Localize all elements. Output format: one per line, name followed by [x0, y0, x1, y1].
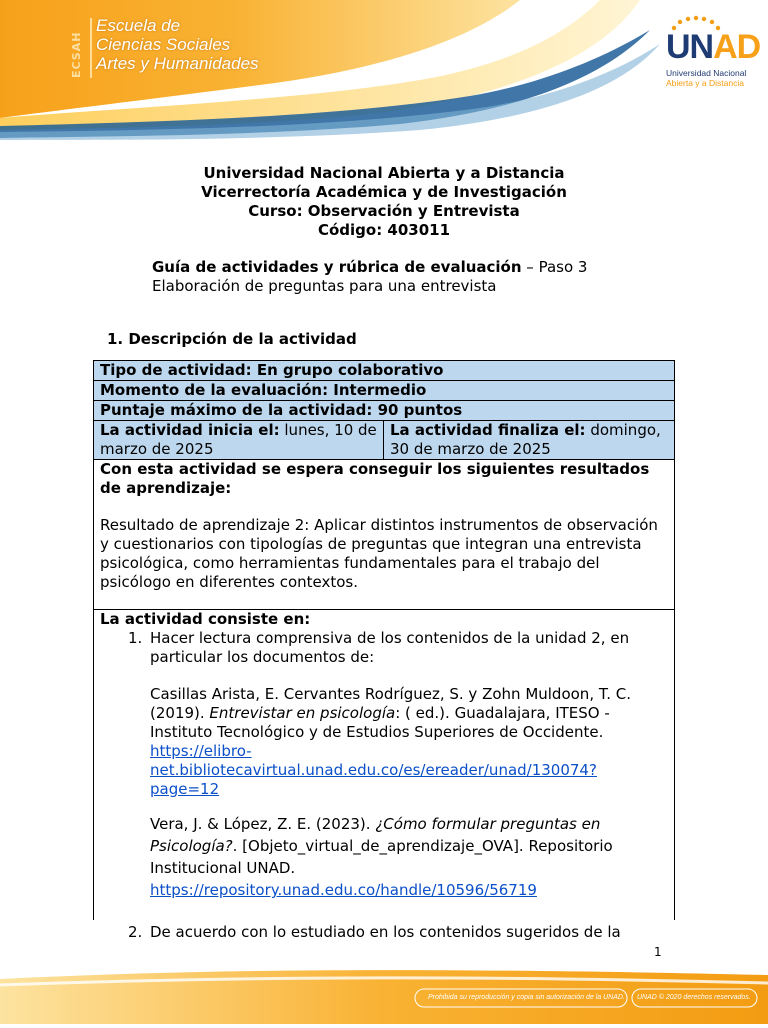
- list-item-1: [100, 629, 668, 667]
- row-consiste: [94, 610, 674, 942]
- ecsah-divider: [90, 18, 92, 78]
- item-2-text: De acuerdo con lo estudiado en los contenidos sugeridos de la: [150, 923, 621, 941]
- title-university: Universidad Nacional Abierta y a Distancia: [203, 164, 565, 182]
- item-2-number: 2.: [128, 923, 143, 941]
- reference-2: Vera, J. & López, Z. E. (2023). ¿Cómo formular preguntas en Psicología?. [Objeto_virtual_de_aprendizaje_OVA]. Repositorio Institucional UNAD. https://repository.unad.edu.co/handle/10596/56719: [150, 815, 613, 899]
- unad-logo: [660, 14, 760, 94]
- resultados-heading: Con esta actividad se espera conseguir los siguientes resultados de aprendizaje:: [100, 460, 650, 497]
- title-course: Curso: Observación y Entrevista: [248, 202, 520, 220]
- section-heading: 1. Descripción de la actividad: [107, 330, 357, 348]
- reference-2-link[interactable]: https://repository.unad.edu.co/handle/10596/56719: [150, 881, 537, 899]
- consiste-heading: La actividad consiste en:: [100, 610, 311, 628]
- page-header: [0, 0, 768, 140]
- school-line-2: Ciencias Sociales: [96, 35, 231, 54]
- start-date-cell: La actividad inicia el: lunes, 10 de marzo de 2025: [94, 421, 384, 459]
- reference-1: Casillas Arista, E. Cervantes Rodríguez, S. y Zohn Muldoon, T. C. (2019). Entrevistar en psicología: ( ed.). Guadalajara, ITESO - Instituto Tecnológico y de Estudios Superiores de Occidente. https://elibro- net.bibliotecavirtual.unad.edu.co/es/ereader/unad/130074?page=12: [150, 685, 632, 798]
- activity-table: [93, 360, 675, 941]
- document-title: [0, 164, 768, 240]
- end-date-cell: La actividad finaliza el: domingo, 30 de marzo de 2025: [390, 421, 661, 458]
- row-dates: [94, 421, 674, 460]
- ecsah-vertical-label: ECSAH: [70, 31, 83, 78]
- row-tipo: Tipo de actividad: En grupo colaborativo: [94, 361, 674, 381]
- school-line-1: Escuela de: [96, 16, 181, 35]
- resultado-text: Resultado de aprendizaje 2: Aplicar distintos instrumentos de observación y cuestionarios con tipologías de preguntas que integran una entrevista psicológica, como herramientas fundamentales para el trabajo del psicólogo en diferentes contextos.: [100, 516, 658, 591]
- guide-heading: [152, 258, 587, 296]
- footer-rights: UNAD © 2020 derechos reservados.: [637, 994, 751, 1001]
- item-1-text: Hacer lectura comprensiva de los contenidos de la unidad 2, en particular los documentos de:: [150, 629, 630, 666]
- item-1-number: 1.: [128, 629, 143, 647]
- row-resultados: [94, 460, 674, 610]
- logo-subtitle: Universidad Nacional Abierta y a Distancia: [666, 68, 747, 88]
- school-name: [96, 16, 259, 73]
- list-item-2: [100, 923, 668, 942]
- title-vicerrectoria: Vicerrectoría Académica y de Investigación: [201, 183, 567, 201]
- guide-step: – Paso 3: [521, 258, 588, 276]
- row-puntaje: Puntaje máximo de la actividad: 90 puntos: [94, 401, 674, 421]
- reference-1-link[interactable]: https://elibro- net.bibliotecavirtual.unad.edu.co/es/ereader/unad/130074?page=12: [150, 742, 597, 798]
- guide-subtitle: Elaboración de preguntas para una entrevista: [152, 277, 497, 295]
- row-momento: Momento de la evaluación: Intermedio: [94, 381, 674, 401]
- title-code: Código: 403011: [317, 221, 451, 239]
- school-line-3: Artes y Humanidades: [96, 54, 259, 73]
- footer-notice: Prohibida su reproducción y copia sin autorización de la UNAD.: [428, 994, 625, 1001]
- logo-wordmark: UNAD: [666, 28, 761, 66]
- page-number: 1: [654, 945, 662, 959]
- guide-title: Guía de actividades y rúbrica de evaluación: [152, 258, 522, 276]
